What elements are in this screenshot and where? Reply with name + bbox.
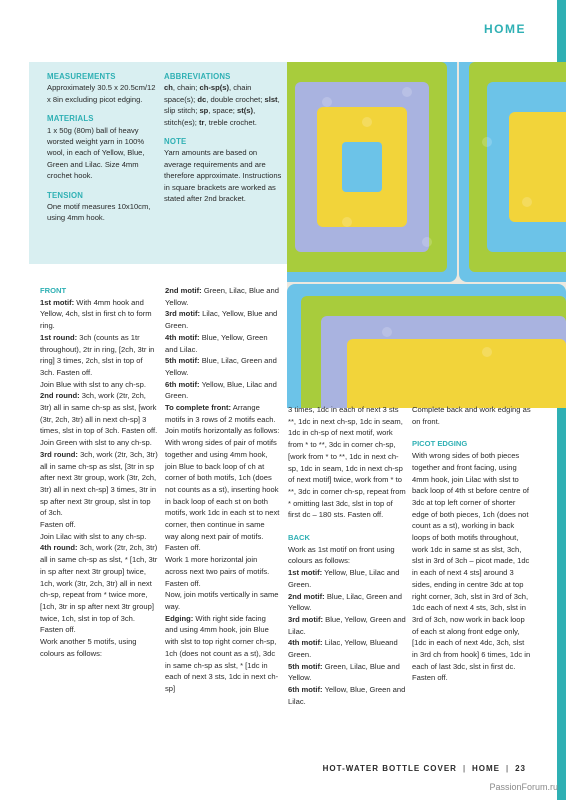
back-motif-5-label: 5th motif: — [288, 661, 323, 671]
horizontal-join-more-text: Work 1 more horizontal join across next two pairs of motifs. Fasten off. — [165, 555, 270, 588]
back-motif-2-label: 2nd motif: — [288, 591, 325, 601]
round-2-text: 3ch, work (2tr, 2ch, 3tr) all in same ch-sp as slst, [work (3tr, 2ch, 3tr) all in next ch-sp] 3 times, slst in top of 3ch. Fasten off. — [40, 391, 158, 436]
back-intro-text: Work as 1st motif on front using colours as follows: — [288, 544, 395, 566]
complete-front-text: Arrange motifs in 3 rows of 2 motifs each. — [165, 403, 276, 424]
motif-1-paragraph — [40, 297, 158, 332]
front-heading: FRONT — [40, 286, 67, 295]
complete-front-label: To complete front: — [165, 403, 232, 413]
back-motif-4-label: 4th motif: — [288, 638, 323, 648]
crochet-photo — [287, 62, 566, 408]
tension-heading: TENSION — [47, 190, 84, 200]
abbreviations-heading: ABBREVIATIONS — [164, 72, 231, 81]
round-2-paragraph — [40, 390, 158, 437]
round-3-label: 3rd round: — [40, 449, 78, 459]
footer-separator: | — [462, 764, 467, 773]
round-4-text: 3ch, work (2tr, 2ch, 3tr) all in same ch-sp as slst, * [1ch, 3tr in sp after next 3tr group] twice, 1ch, work (3tr, 2ch, 3tr) all in next ch-sp, repeat from * twice more, [1ch, 3tr in sp after next 3tr group] twice, 1ch, slst in top of 3ch. Fasten off. — [40, 543, 158, 635]
tension-text: One motif measures 10x10cm, using 4mm hook. — [47, 202, 151, 223]
round-1-paragraph — [40, 332, 158, 379]
motif-6-paragraph — [165, 379, 280, 402]
back-heading: BACK — [288, 533, 310, 543]
footer-section: HOME — [472, 764, 501, 773]
round-1-text: 3ch (counts as 1tr throughout), 2tr in ring, [2ch, 3tr in ring] 3 times, 2ch, slst in top of 3ch. Fasten off. — [40, 332, 155, 377]
motif-4-text: Blue, Yellow, Green and Lilac. — [165, 332, 268, 354]
footer-separator-2: | — [506, 764, 510, 773]
edging-label: Edging: — [165, 613, 194, 623]
back-motif-1-label: 1st motif: — [288, 568, 323, 578]
motif-2-text: Green, Lilac, Blue and Yellow. — [165, 286, 279, 307]
watermark: PassionForum.ru — [489, 782, 558, 792]
note-text: Yarn amounts are based on average requirements and are therefore approximate. Instructions in square brackets are worked as stated after 2nd bracket. — [164, 148, 282, 204]
round-3-paragraph — [40, 449, 158, 519]
complete-front-paragraph — [165, 402, 280, 425]
info-column-left — [47, 71, 159, 232]
picot-edging-text: With wrong sides of both pieces together and front facing, using 4mm hook, join Lilac with slst to back loop of 4th st before centre of 3dc at top left corner of shorter edge of both pieces, 1ch (does not count as a st), working in back loops of both motifs throughout, work 1dc in same st as slst, 3ch, slst in 3rd of 3ch – picot made, 1dc in each of next 4 sts] around 3 sides, ending in centre 3dc at top right corner, 3ch, slst in 3rd of 3ch, 1dc each of next 4 sts, 3ch, slst in 3rd of 3ch, now work in back loop of each st along front edge only, [1dc in each of next 4dc, 3ch, slst in 3rd ch from hook] 6 times, 1dc in each of last 3dc, slst in first dc. Fasten off. — [412, 451, 531, 683]
edging-text: With right side facing and using 4mm hook, join Blue with slst to top right corner ch-sp, 1ch (does not count as a st), 3dc in same ch-sp as slst, * [1dc in each of next 3 sts, 1dc in next ch-sp] — [165, 613, 279, 693]
motif-2-paragraph — [165, 285, 280, 308]
back-motif-5-paragraph — [288, 661, 406, 684]
round-4-label: 4th round: — [40, 543, 78, 553]
motif-3-paragraph — [165, 308, 280, 331]
back-motif-3-text: Blue, Yellow, Green and Lilac. — [288, 614, 406, 636]
back-motif-6-paragraph — [288, 684, 406, 707]
motif-4-paragraph — [165, 332, 280, 355]
motif-3-label: 3rd motif: — [165, 309, 201, 319]
motif-2-label: 2nd motif: — [165, 286, 202, 295]
info-column-right — [164, 71, 284, 212]
back-motif-6-text: Yellow, Blue, Green and Lilac. — [288, 685, 406, 706]
instructions-column-3 — [288, 404, 406, 708]
back-motif-4-paragraph — [288, 637, 406, 660]
motif-1-text: With 4mm hook and Yellow, 4ch, slst in first ch to form ring. — [40, 297, 152, 331]
join-blue-text: Join Blue with slst to any ch-sp. — [40, 379, 146, 389]
join-horizontal-text: Join motifs horizontally as follows: With wrong sides of pair of motifs together and using 4mm hook, join Blue to back loop of ch at corner of both motifs, 1ch (does not counts as a st), inserting hook in back loop of each st on both motifs, work 1dc in each st to next corner, then continue in same way along next pair of motifs. — [165, 426, 280, 541]
motif-4-label: 4th motif: — [165, 332, 200, 342]
edging-continued-text: 3 times, 1dc in each of next 3 sts **, 1dc in next ch-sp, 1dc in seam, 1dc in ch-sp of next motif, work from * to **, 3dc in corner ch-sp, [work from * to **, 1dc in next ch-sp, 1dc in seam, 1dc in next ch-sp of next motif] twice, work from * to **, 3dc in corner ch-sp, repeat from * omitting last 3dc, slst in top of first dc – 180 sts. Fasten off. — [288, 405, 406, 520]
motif-1-label: 1st motif: — [40, 297, 75, 307]
motif-5-label: 5th motif: — [165, 356, 200, 366]
round-3-text: 3ch, work (2tr, 3ch, 3tr) all in same ch-sp as slst, [3tr in sp after next 3tr group, work (3tr, 2ch, 3tr) all in next ch-sp] 3 times, 3tr in sp after next 3tr group, slst in top of 3ch. — [40, 449, 158, 518]
instructions-column-1 — [40, 285, 158, 660]
join-lilac-text: Join Lilac with slst to any ch-sp. — [40, 531, 147, 541]
info-box — [29, 62, 287, 264]
round-4-paragraph — [40, 542, 158, 636]
instructions-column-4 — [412, 404, 532, 684]
motif-5-paragraph — [165, 355, 280, 378]
round-2-label: 2nd round: — [40, 391, 80, 401]
more-motifs-text: Work another 5 motifs, using colours as follows: — [40, 637, 137, 658]
motif-3-text: Lilac, Yellow, Blue and Green. — [165, 309, 278, 331]
fasten-off-text-2: Fasten off. — [165, 543, 201, 553]
section-tag: HOME — [484, 22, 526, 36]
join-green-text: Join Green with slst to any ch-sp. — [40, 438, 152, 448]
fasten-off-text: Fasten off. — [40, 520, 76, 530]
back-motif-6-label: 6th motif: — [288, 685, 323, 695]
back-motif-3-label: 3rd motif: — [288, 614, 324, 624]
page-number: 23 — [515, 764, 526, 773]
complete-back-text: Complete back and work edging as on front. — [412, 405, 531, 426]
footer-title: HOT-WATER BOTTLE COVER — [322, 764, 457, 773]
materials-heading: MATERIALS — [47, 114, 94, 124]
crochet-granny-square-image — [287, 62, 566, 408]
round-1-label: 1st round: — [40, 332, 78, 342]
back-motif-1-text: Yellow, Blue, Lilac and Green. — [288, 568, 400, 589]
measurements-heading: MEASUREMENTS — [47, 72, 116, 81]
back-motif-3-paragraph — [288, 614, 406, 637]
back-motif-5-text: Green, Lilac, Blue and Yellow. — [288, 661, 400, 683]
back-motif-2-text: Blue, Lilac, Green and Yellow. — [288, 591, 402, 613]
materials-text: 1 x 50g (80m) ball of heavy worsted weight yarn in 100% wool, in each of Yellow, Blue, Green and Lilac. Size 4mm crochet hook. — [47, 125, 145, 181]
vertical-join-text: Now, join motifs vertically in same way. — [165, 590, 279, 611]
page-footer — [323, 764, 526, 773]
edging-paragraph — [165, 613, 280, 695]
measurements-text: Approximately 30.5 x 20.5cm/12 x 8in excluding picot edging. — [47, 83, 156, 104]
motif-6-label: 6th motif: — [165, 379, 200, 389]
instructions-column-2 — [165, 285, 280, 695]
abbreviations-text: ch, chain; ch-sp(s), chain space(s); dc, double crochet; slst, slip stitch; sp, space; st(s), stitch(es); tr, treble crochet. — [164, 83, 280, 127]
note-heading: NOTE — [164, 137, 187, 147]
back-motif-1-paragraph — [288, 567, 406, 590]
back-motif-4-text: Lilac, Yellow, Blueand Green. — [288, 638, 398, 660]
back-motif-2-paragraph — [288, 591, 406, 614]
motif-6-text: Yellow, Blue, Lilac and Green. — [165, 379, 277, 401]
motif-5-text: Blue, Lilac, Green and Yellow. — [165, 356, 277, 377]
picot-edging-heading: PICOT EDGING — [412, 439, 468, 449]
